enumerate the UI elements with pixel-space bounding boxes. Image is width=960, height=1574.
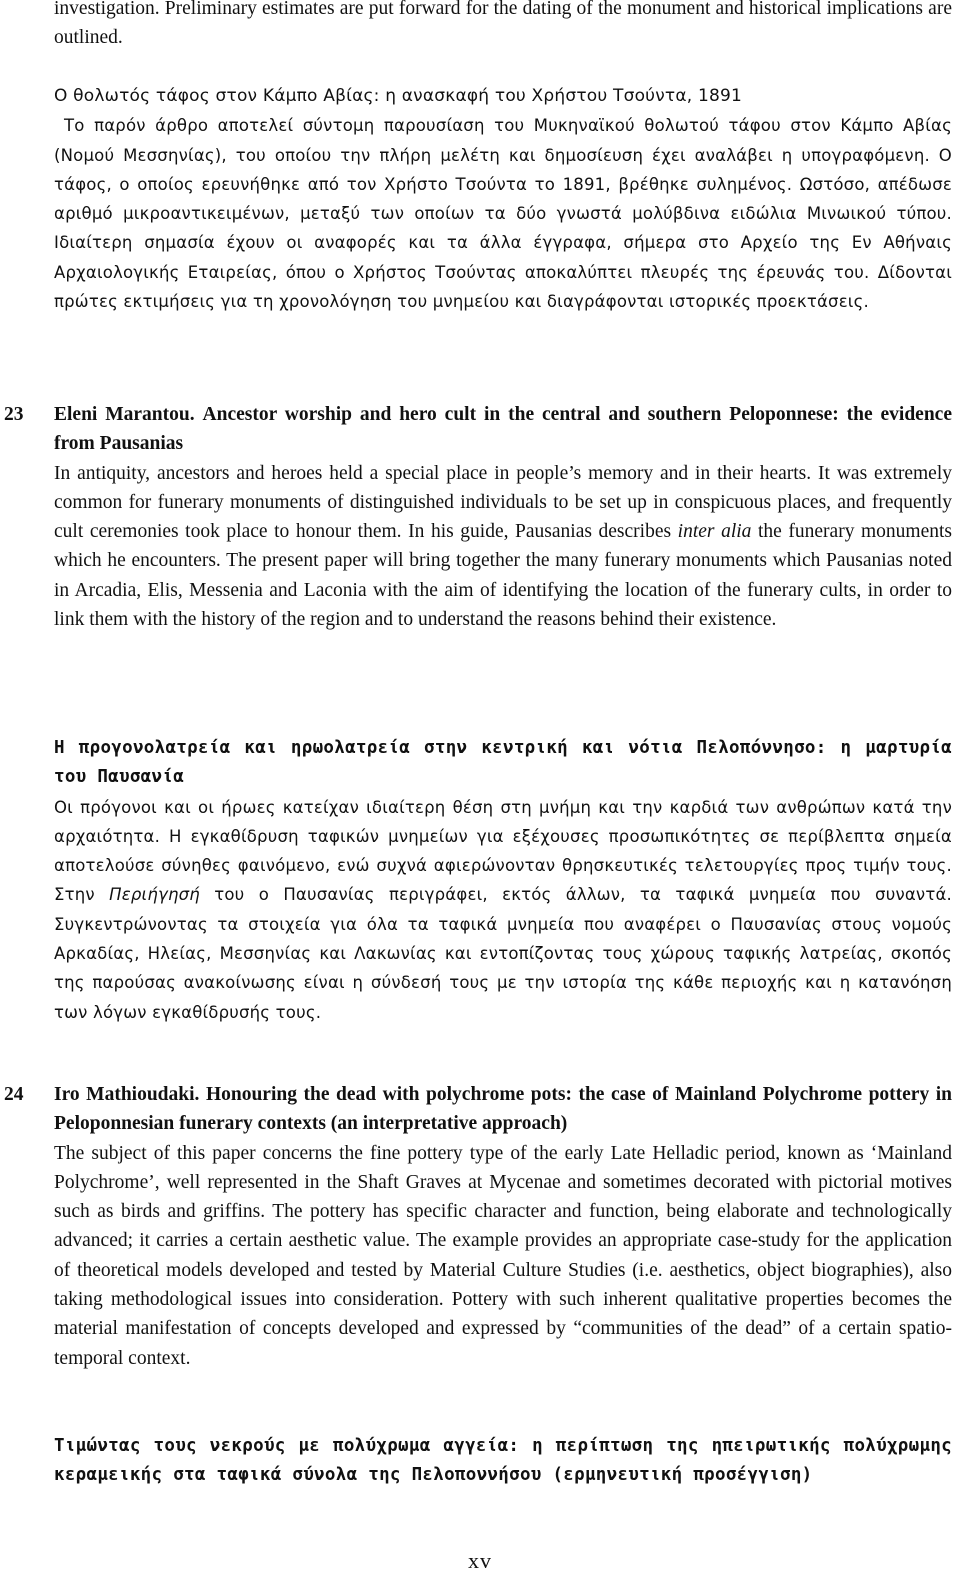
entry-24-author: Iro Mathioudaki.	[54, 1084, 200, 1105]
entry-24-heading	[54, 1080, 952, 1139]
entry-23	[54, 400, 952, 634]
entry-23-abstract-italic: inter alia	[677, 521, 752, 543]
entry-23-title: Ancestor worship and hero cult in the central and southern Peloponnese: the evidence from Pausanias	[54, 404, 952, 455]
entry-23-abstract-part1: In antiquity, ancestors and heroes held a special place in people’s memory and in their hearts. It was extremely common for funerary monuments of distinguished individuals to be set up in conspicuous places, and frequently cult ceremonies took place to honour them. In his guide, Pausanias describes	[54, 462, 952, 543]
entry-23-author: Eleni Marantou.	[54, 404, 195, 425]
entry-23-greek-title: Η προγονολατρεία και ηρωολατρεία στην κεντρική και νότια Πελοπόννησο: η μαρτυρία του Παυσανία	[54, 738, 952, 788]
entry-22-greek-body: Το παρόν άρθρο αποτελεί σύντομη παρουσίαση του Μυκηναϊκού θολωτού τάφου στον Κάμπο Αβίας (Νομού Μεσσηνίας), του οποίου την πλήρη μελέτη και δημοσίευση έχει αναλάβει η υπογραφόμενη. Ο τάφος, ο οποίος ερευνήθηκε από τον Χρήστο Τσούντα το 1891, βρέθηκε συλημένος. Ωστόσο, απέδωσε αριθμό μικροαντικειμένων, μεταξύ των οποίων τα δύο γνωστά μολύβδινα ειδώλια Μινωικού τύπου. Ιδιαίτερη σημασία έχουν οι αναφορές και τα άλλα έγγραφα, σήμερα στο Αρχείο της Εν Αθήναις Αρχαιολογικής Εταιρείας, όπου ο Χρήστος Τσούντας αποκαλύπτει πλευρές της έρευνάς του. Δίδονται πρώτες εκτιμήσεις για τη χρονολόγηση του μνημείου και διαγράφονται ιστορικές προεκτάσεις.	[54, 116, 952, 312]
entry-24	[54, 1080, 952, 1373]
entry-22-greek-title: Ο θολωτός τάφος στον Κάμπο Αβίας: η ανασκαφή του Χρήστου Τσούντα, 1891	[54, 86, 743, 106]
entry-24-abstract: The subject of this paper concerns the fine pottery type of the early Late Helladic period, known as ‘Mainland Polychrome’, well represented in the Shaft Graves at Mycenae and sometimes decorated with pictorial motives such as birds and griffins. The pottery has specific character and function, being elaborate and technologically advanced; it carries a certain aesthetic value. The example provides an appropriate case-study for the application of theoretical models developed and tested by Material Culture Studies (i.e. aesthetics, object biographies), also taking methodological issues into consideration. Pottery with such inherent qualitative properties becomes the material manifestation of concepts developed and expressed by “communities of the dead” of a certain spatio-temporal context.	[54, 1142, 952, 1369]
entry-24-number: 24	[4, 1084, 24, 1105]
entry-24-greek-title: Τιμώντας τους νεκρούς με πολύχρωμα αγγεία: η περίπτωση της ηπειρωτικής πολύχρωμης κεραμεικής στα ταφικά σύνολα της Πελοποννήσου (ερμηνευτική προσέγγιση)	[54, 1436, 952, 1486]
entry-23-heading	[54, 400, 952, 459]
previous-abstract-ending	[54, 0, 952, 53]
entry-23-greek-abstract	[54, 793, 952, 1027]
entry-23-abstract	[54, 459, 952, 635]
previous-abstract-text: investigation. Preliminary estimates are put forward for the dating of the monument and historical implications are outlined.	[54, 0, 952, 49]
entry-23-greek-abstract-part1: Οι πρόγονοι και οι ήρωες κατείχαν ιδιαίτερη θέση στη μνήμη και την καρδιά των ανθρώπων κατά την αρχαιότητα. Η εγκαθίδρυση ταφικών μνημείων για εξέχουσες προσωπικότητες σε περίβλεπτα σημεία αποτελούσε σύνηθες φαινόμενο, ενώ συχνά αφιερώνονταν θρησκευτικές τελετουργίες προς τιμήν τους. Στην	[54, 797, 952, 905]
entry-23-abstract-part2: the funerary monuments which he encounters. The present paper will bring together the many funerary monuments which Pausanias noted in Arcadia, Elis, Messenia and Laconia with the aim of identifying the location of the funerary cults, in order to link them with the history of the region and to understand the reasons behind their existence.	[54, 521, 953, 631]
entry-23-number: 23	[4, 404, 24, 425]
entry-23-greek	[54, 734, 952, 1027]
entry-23-greek-abstract-part2: του ο Παυσανίας περιγράφει, εκτός άλλων, τα ταφικά μνημεία που συναντά. Συγκεντρώνοντας τα στοιχεία για όλα τα ταφικά μνημεία που αναφέρει ο Παυσανίας στους νομούς Αρκαδίας, Ηλείας, Μεσσηνίας και Λακωνίας και εντοπίζοντας τους χώρους ταφικής λατρείας, σκοπός της παρούσας ανακοίνωσης είναι η σύνδεσή τους με την ιστορία της κάθε περιοχής και η κατανόηση των λόγων εγκαθίδρυσής τους.	[54, 885, 953, 1022]
entry-24-title: Honouring the dead with polychrome pots: the case of Mainland Polychrome pottery in Peloponnesian funerary contexts (an interpretative approach)	[54, 1084, 952, 1135]
page-number: xv	[468, 1548, 492, 1573]
entry-23-greek-abstract-italic: Περιήγησή	[109, 885, 200, 905]
entry-22-greek	[54, 82, 952, 316]
